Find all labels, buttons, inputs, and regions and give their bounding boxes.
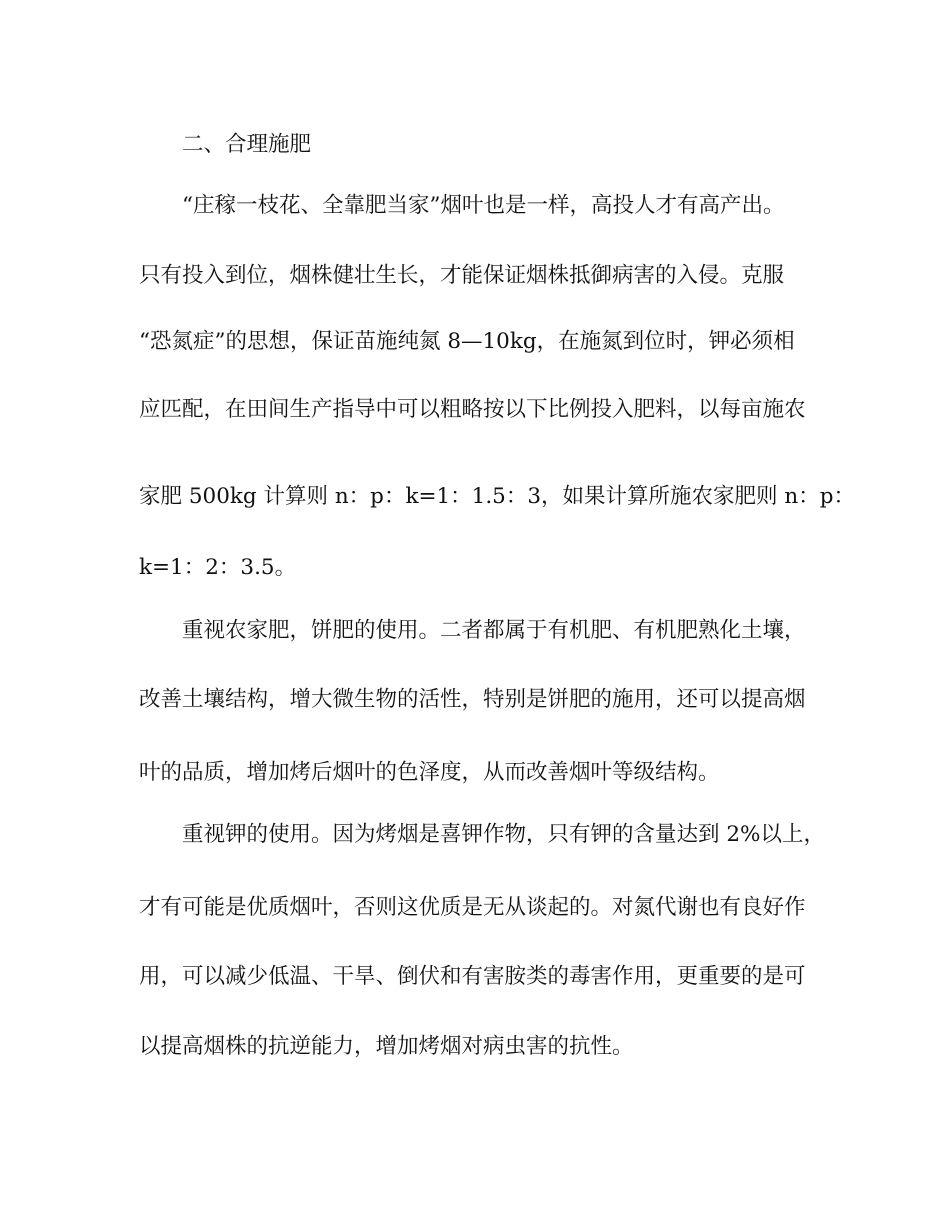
paragraph-line: 用，可以减少低温、干旱、倒伏和有害胺类的毒害作用，更重要的是可 [139, 964, 806, 989]
paragraph-line: 应匹配，在田间生产指导中可以粗略按以下比例投入肥料，以每亩施农 [139, 397, 806, 422]
paragraph-line: 才有可能是优质烟叶，否则这优质是无从谈起的。对氮代谢也有良好作 [139, 895, 806, 920]
paragraph-line: 重视钾的使用。因为烤烟是喜钾作物，只有钾的含量达到 2%以上， [182, 822, 825, 847]
paragraph-line: 以提高烟株的抗逆能力，增加烤烟对病虫害的抗性。 [139, 1034, 634, 1059]
paragraph-line: k=1：2：3.5。 [139, 555, 297, 580]
paragraph-line: 重视农家肥，饼肥的使用。二者都属于有机肥、有机肥熟化土壤， [182, 618, 806, 643]
paragraph-line: “庄稼一枝花、全靠肥当家”烟叶也是一样，高投人才有高产出。 [182, 193, 785, 218]
paragraph-line: 叶的品质，增加烤后烟叶的色泽度，从而改善烟叶等级结构。 [139, 760, 720, 785]
paragraph-line: 家肥 500kg 计算则 n：p：k=1：1.5：3，如果计算所施农家肥则 n：p： [139, 484, 855, 509]
paragraph-line: “恐氮症”的思想，保证苗施纯氮 8—10kg，在施氮到位时，钾必须相 [139, 329, 795, 354]
paragraph-line: 改善土壤结构，增大微生物的活性，特别是饼肥的施用，还可以提高烟 [139, 687, 806, 712]
paragraph-line: 只有投入到位，烟株健壮生长，才能保证烟株抵御病害的入侵。克服 [139, 263, 785, 288]
section-heading: 二、合理施肥 [182, 132, 312, 157]
